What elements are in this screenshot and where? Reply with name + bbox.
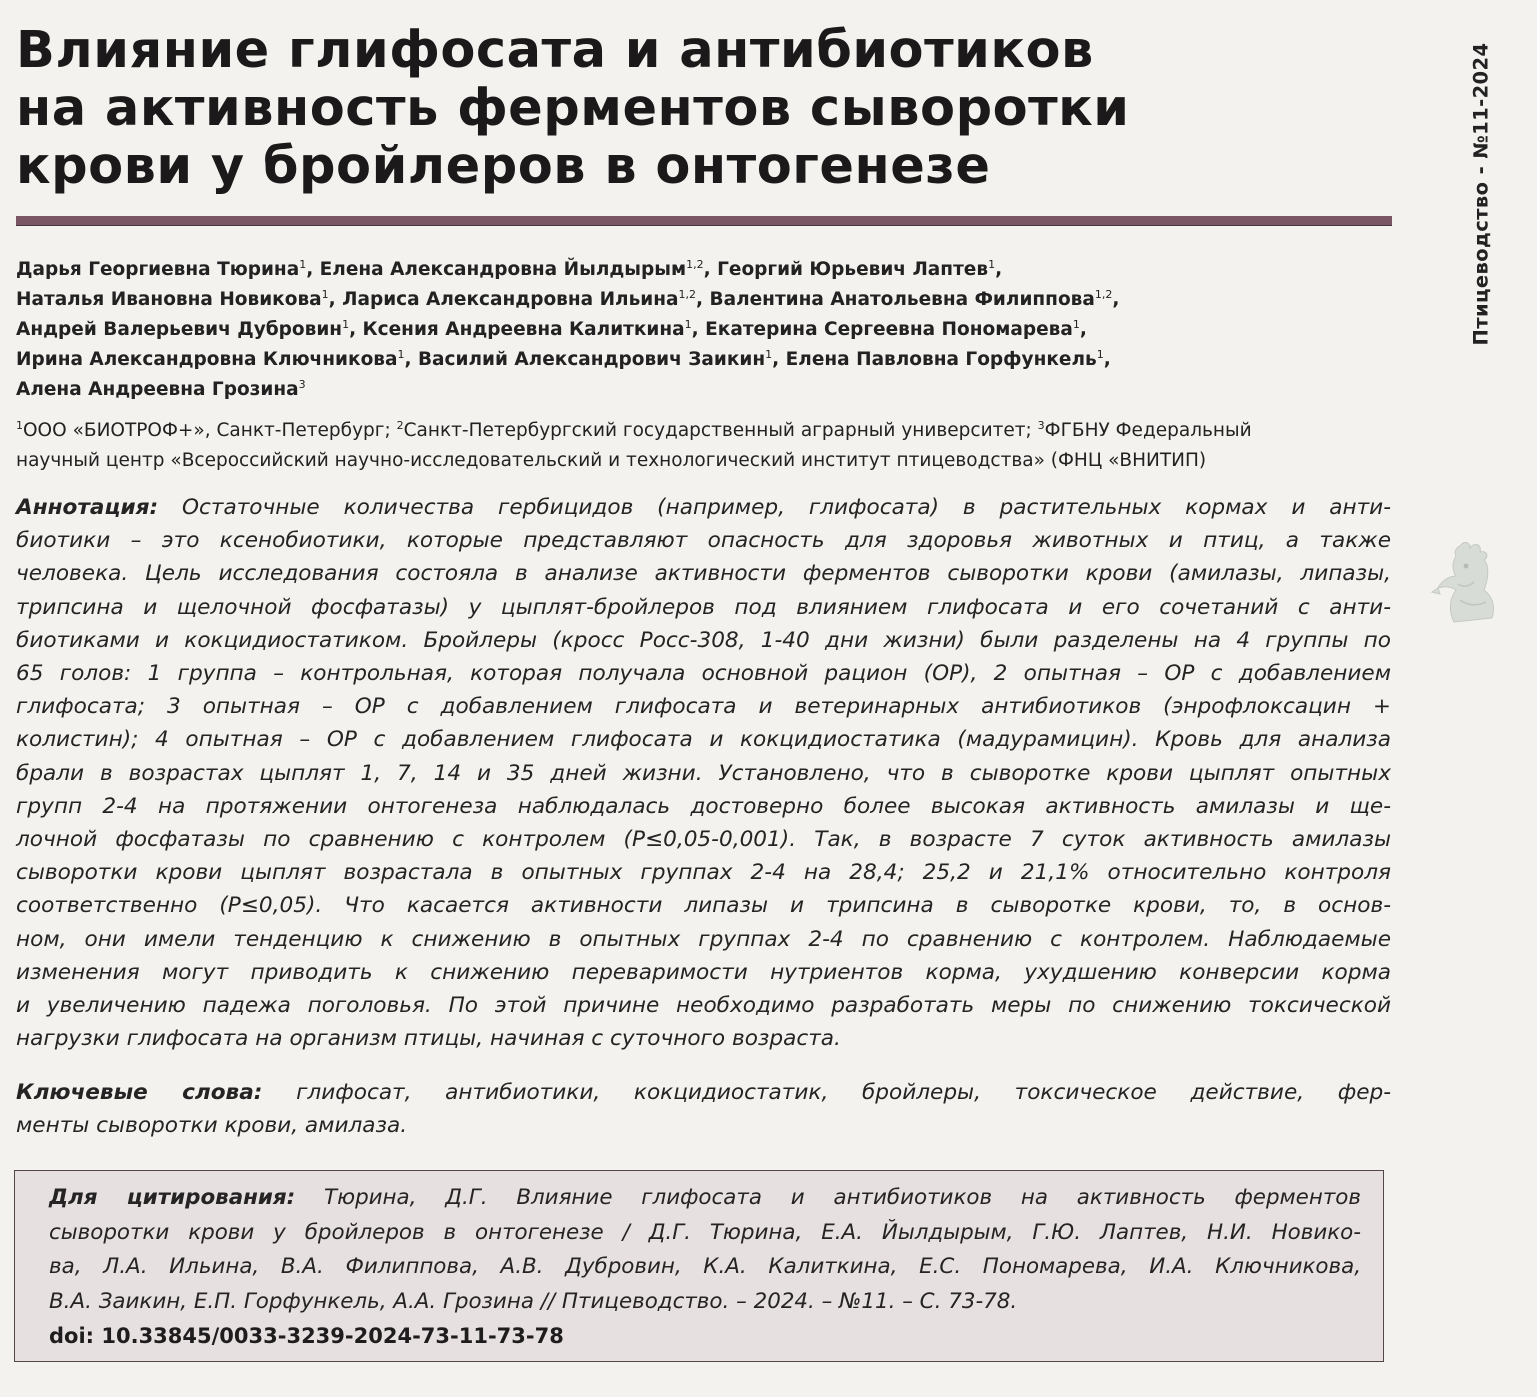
affiliation-mark: 2	[396, 419, 404, 432]
section-label: Для цитирования:	[49, 1185, 296, 1210]
text-line	[16, 856, 1391, 889]
text-line	[49, 1216, 1361, 1251]
author-list	[16, 255, 1396, 405]
author-name: Ксения Андреевна Калиткина	[362, 319, 685, 340]
author-line: Наталья Ивановна Новикова$^1$, Лариса Александровна Ильина$^{1,2}$, Валентина Анатольевна Филиппова$^{1,2}$,	[16, 288, 1120, 310]
keywords	[16, 1076, 1391, 1142]
text-content: брали в возрастах цыплят 1, 7, 14 и 35 дней жизни. Установлено, что в сыворотке крови цыплят опытных	[16, 760, 1391, 786]
author-affiliation-mark: 1	[765, 348, 773, 361]
author-name: Валентина Анатольевна Филиппова	[709, 289, 1095, 310]
text-line	[16, 823, 1391, 856]
text-content: колистин); 4 опытная – ОР с добавлением глифосата и кокцидиостатика (мадурамицин). Кровь для анализа	[16, 727, 1391, 753]
author-name: Дарья Георгиевна Тюрина	[16, 259, 300, 280]
title-line: крови у бройлеров в онтогенезе	[16, 137, 991, 196]
affiliations	[16, 416, 1396, 476]
text-line	[16, 624, 1391, 657]
affiliation-text: ООО «БИОТРОФ+», Санкт-Петербург;	[23, 420, 397, 441]
text-content: глифосата; 3 опытная – ОР с добавлением глифосата и ветеринарных антибиотиков (энрофлоксацин +	[16, 694, 1391, 720]
author-affiliation-mark: 1	[684, 318, 692, 331]
article-title	[16, 22, 1396, 196]
text-content: сыворотки крови цыплят возрастала в опытных группах 2-4 на 28,4; 25,2 и 21,1% относительно контроля	[16, 860, 1391, 886]
text-content: и увеличению падежа поголовья. По этой причине необходимо разработать меры по снижению токсической	[16, 993, 1391, 1019]
text-content: ва, Л.А. Ильина, В.А. Филиппова, А.В. Дубровин, К.А. Калиткина, Е.С. Пономарева, И.А. Ключникова,	[49, 1254, 1361, 1279]
author-name: Георгий Юрьевич Лаптев	[717, 259, 989, 280]
affiliation-line	[16, 416, 1396, 446]
doi-link[interactable]: doi: 10.33845/0033-3239-2024-73-11-73-78	[49, 1324, 564, 1348]
text-line	[16, 1076, 1391, 1109]
text-line	[16, 657, 1391, 690]
author-name: Андрей Валерьевич Дубровин	[16, 319, 343, 340]
author-name: Ирина Александровна Ключникова	[16, 349, 398, 370]
citation-box	[14, 1170, 1384, 1362]
author-affiliation-mark: 1	[299, 258, 307, 271]
author-name: Василий Александрович Заикин	[417, 349, 766, 370]
text-content: сыворотки крови у бройлеров в онтогенезе / Д.Г. Тюрина, Е.А. Йылдырым, Г.Ю. Лаптев, Н.И. Новико-	[49, 1219, 1361, 1245]
abstract	[16, 491, 1391, 1055]
text-line	[49, 1285, 1361, 1320]
text-line	[16, 591, 1391, 624]
text-line	[16, 757, 1391, 790]
author-name: Лариса Александровна Ильина	[342, 289, 679, 310]
text-line	[16, 690, 1391, 723]
author-affiliation-mark: 1	[397, 348, 405, 361]
affiliation-line: научный центр «Всероссийский научно-исследовательский и технологический институт птицеводства» (ФНЦ «ВНИТИП)	[16, 450, 1207, 471]
author-affiliation-mark: 1	[988, 258, 996, 271]
journal-spine	[1466, 4, 1496, 384]
section-label: Ключевые слова:	[16, 1080, 263, 1105]
affiliation-mark: 3	[1037, 419, 1045, 432]
text-content: лочной фосфатазы по сравнению с контролем (P≤0,05-0,001). Так, в возрасте 7 суток активность амилазы	[16, 827, 1391, 853]
author-name: Елена Александровна Йылдырым	[319, 259, 687, 280]
text-line	[16, 790, 1391, 823]
text-content: 65 голов: 1 группа – контрольная, которая получала основной рацион (ОР), 2 опытная – ОР с добавлением	[16, 661, 1391, 687]
rooster-icon	[1430, 540, 1502, 624]
text-content: В.А. Заикин, Е.П. Горфункель, А.А. Грозина // Птицеводство. – 2024. – №11. – С. 73-78.	[49, 1288, 1018, 1314]
title-line: Влияние глифосата и антибиотиков	[16, 21, 1094, 80]
author-affiliation-mark: 1,2	[686, 258, 704, 271]
author-name: Алена Андреевна Грозина	[16, 379, 299, 400]
author-affiliation-mark: 1	[1072, 318, 1080, 331]
author-line: Андрей Валерьевич Дубровин$^1$, Ксения Андреевна Калиткина$^1$, Екатерина Сергеевна Пономарева$^1$,	[16, 318, 1087, 340]
section-label: Аннотация:	[16, 495, 159, 520]
author-name: Елена Павловна Горфункель	[785, 349, 1097, 370]
text-content: групп 2-4 на протяжении онтогенеза наблюдалась достоверно более высокая активность амилазы и ще-	[16, 793, 1391, 819]
author-affiliation-mark: 1	[321, 288, 329, 301]
author-affiliation-mark: 1,2	[1094, 288, 1113, 301]
text-line	[16, 889, 1391, 922]
author-line: Ирина Александровна Ключникова$^1$, Василий Александрович Заикин$^1$, Елена Павловна Горфункель$^1$,	[16, 348, 1111, 370]
text-line	[16, 524, 1391, 557]
text-content: Тюрина, Д.Г. Влияние глифосата и антибиотиков на активность ферментов	[295, 1185, 1361, 1210]
text-content: глифосат, антибиотики, кокцидиостатик, бройлеры, токсическое действие, фер-	[262, 1080, 1392, 1105]
text-content: изменения могут приводить к снижению переваримости нутриентов корма, ухудшению конверсии корма	[16, 959, 1391, 985]
citation-text	[49, 1181, 1361, 1319]
author-affiliation-mark: 3	[298, 378, 306, 391]
text-line	[49, 1250, 1361, 1285]
author-affiliation-mark: 1	[1096, 348, 1104, 361]
author-line: Дарья Георгиевна Тюрина$^1$, Елена Александровна Йылдырым$^{1,2}$, Георгий Юрьевич Лаптев$^1$,	[16, 258, 1003, 280]
text-line	[16, 989, 1391, 1022]
text-line	[16, 923, 1391, 956]
title-divider	[16, 216, 1392, 226]
text-line	[16, 557, 1391, 590]
text-line	[16, 491, 1391, 524]
text-line	[16, 723, 1391, 756]
text-content: человека. Цель исследования состояла в анализе активности ферментов сыворотки крови (амилазы, липазы,	[16, 561, 1391, 587]
affiliation-text: Санкт-Петербургский государственный аграрный университет;	[403, 420, 1038, 441]
text-content: Остаточные количества гербицидов (например, глифосата) в растительных кормах и анти-	[158, 495, 1391, 520]
text-line	[16, 1022, 1391, 1055]
text-line	[16, 956, 1391, 989]
author-affiliation-mark: 1,2	[678, 288, 697, 301]
author-name: Наталья Ивановна Новикова	[16, 289, 322, 310]
text-content: соответственно (P≤0,05). Что касается активности липазы и трипсина в сыворотке крови, то, в основ-	[16, 893, 1391, 919]
text-content: трипсина и щелочной фосфатазы) у цыплят-бройлеров под влиянием глифосата и его сочетаний с анти-	[16, 594, 1391, 620]
text-content: нагрузки глифосата на организм птицы, начиная с суточного возраста.	[16, 1026, 841, 1052]
text-content: менты сыворотки крови, амилаза.	[16, 1113, 408, 1138]
text-content: ном, они имели тенденцию к снижению в опытных группах 2-4 по сравнению с контролем. Наблюдаемые	[16, 926, 1391, 952]
author-affiliation-mark: 1	[342, 318, 350, 331]
author-name: Екатерина Сергеевна Пономарева	[705, 319, 1073, 340]
text-content: биотиками и кокцидиостатиком. Бройлеры (кросс Росс-308, 1-40 дни жизни) были разделены на 4 группы по	[16, 627, 1391, 653]
text-line	[49, 1181, 1361, 1216]
author-line	[16, 375, 1396, 405]
title-line: на активность ферментов сыворотки	[16, 79, 1130, 138]
text-line	[16, 1109, 1391, 1142]
journal-issue-label: Птицеводство - №11-2024	[1469, 42, 1493, 346]
text-content: биотики – это ксенобиотики, которые представляют опасность для здоровья животных и птиц, а также	[16, 528, 1391, 554]
affiliation-mark: 1	[16, 419, 23, 432]
affiliation-text: ФГБНУ Федеральный	[1044, 420, 1252, 441]
